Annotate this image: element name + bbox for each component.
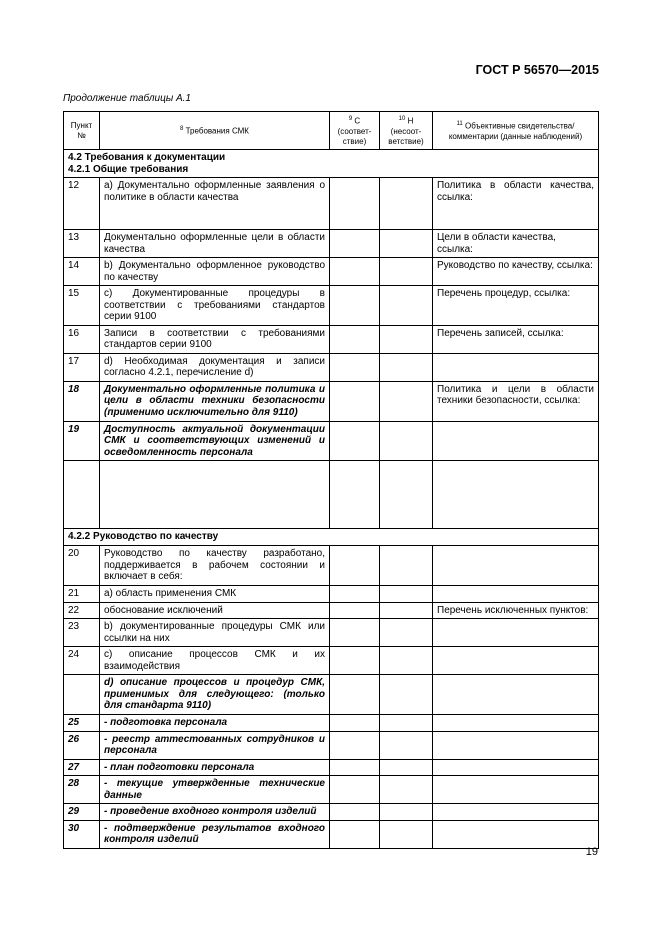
row-n — [380, 647, 433, 675]
row-requirement: - реестр аттестованных сотрудников и персонала — [100, 731, 330, 759]
section-title: 4.2 Требования к документации 4.2.1 Общие требования — [64, 150, 599, 178]
row-num: 27 — [64, 759, 100, 776]
empty-cell — [330, 461, 380, 529]
row-n — [380, 675, 433, 715]
section-row — [64, 529, 599, 546]
empty-cell — [64, 461, 100, 529]
row-c — [330, 381, 380, 421]
row-evidence — [433, 759, 599, 776]
table-row — [64, 353, 599, 381]
row-num: 30 — [64, 820, 100, 848]
row-c — [330, 647, 380, 675]
row-num: 23 — [64, 619, 100, 647]
row-requirement: b) документированные процедуры СМК или ссылки на них — [100, 619, 330, 647]
row-n — [380, 230, 433, 258]
col-header-conform: $^9$ С (соответ-ствие) — [330, 112, 380, 150]
table-row — [64, 820, 599, 848]
row-num — [64, 675, 100, 715]
row-evidence — [433, 804, 599, 821]
row-evidence: Политика в области качества, ссылка: — [433, 178, 599, 230]
table-row — [64, 731, 599, 759]
row-c — [330, 602, 380, 619]
row-num: 20 — [64, 546, 100, 586]
table-row — [64, 675, 599, 715]
row-n — [380, 619, 433, 647]
row-n — [380, 776, 433, 804]
row-evidence — [433, 353, 599, 381]
row-c — [330, 325, 380, 353]
row-requirement: b) Документально оформленное руководство по качеству — [100, 258, 330, 286]
table-row — [64, 230, 599, 258]
row-num: 24 — [64, 647, 100, 675]
row-num: 17 — [64, 353, 100, 381]
row-num: 13 — [64, 230, 100, 258]
row-num: 25 — [64, 715, 100, 732]
row-n — [380, 353, 433, 381]
table-row — [64, 804, 599, 821]
row-num: 21 — [64, 586, 100, 603]
row-num: 12 — [64, 178, 100, 230]
empty-cell — [433, 461, 599, 529]
col-header-requirements: $^8$ Требования СМК — [100, 112, 330, 150]
col-header-nonconform: $^{10}$ Н (несоот-ветствие) — [380, 112, 433, 150]
table-row — [64, 586, 599, 603]
row-n — [380, 731, 433, 759]
row-c — [330, 804, 380, 821]
row-n — [380, 258, 433, 286]
row-requirement: Документально оформленные цели в области качества — [100, 230, 330, 258]
row-c — [330, 759, 380, 776]
page-number: 19 — [585, 846, 598, 858]
row-evidence — [433, 715, 599, 732]
row-requirement: c) Документированные процедуры в соответствии с требованиями стандартов серии 9100 — [100, 286, 330, 326]
table-row — [64, 178, 599, 230]
section-title: 4.2.2 Руководство по качеству — [64, 529, 599, 546]
row-requirement: a) Документально оформленные заявления о политике в области качества — [100, 178, 330, 230]
row-c — [330, 546, 380, 586]
empty-row — [64, 461, 599, 529]
row-c — [330, 178, 380, 230]
row-c — [330, 820, 380, 848]
table-row — [64, 546, 599, 586]
row-evidence — [433, 776, 599, 804]
row-requirement: c) описание процессов СМК и их взаимодействия — [100, 647, 330, 675]
row-n — [380, 759, 433, 776]
row-n — [380, 178, 433, 230]
row-num: 18 — [64, 381, 100, 421]
table-row — [64, 421, 599, 461]
row-c — [330, 675, 380, 715]
row-requirement: Доступность актуальной документации СМК и соответствующих изменений и осведомленность персонала — [100, 421, 330, 461]
row-evidence — [433, 647, 599, 675]
table-row — [64, 759, 599, 776]
row-requirement: - подготовка персонала — [100, 715, 330, 732]
table-row — [64, 286, 599, 326]
row-evidence: Цели в области качества, ссылка: — [433, 230, 599, 258]
row-n — [380, 325, 433, 353]
row-n — [380, 715, 433, 732]
row-requirement: Документально оформленные политика и цели в области техники безопасности (применимо исключительно для 9110) — [100, 381, 330, 421]
row-num: 29 — [64, 804, 100, 821]
row-requirement: - подтверждение результатов входного контроля изделий — [100, 820, 330, 848]
table-row — [64, 258, 599, 286]
row-requirement: - план подготовки персонала — [100, 759, 330, 776]
row-num: 28 — [64, 776, 100, 804]
row-c — [330, 230, 380, 258]
table-row — [64, 325, 599, 353]
row-num: 15 — [64, 286, 100, 326]
empty-cell — [100, 461, 330, 529]
row-n — [380, 286, 433, 326]
table-row — [64, 602, 599, 619]
row-evidence — [433, 731, 599, 759]
row-num: 14 — [64, 258, 100, 286]
row-num: 26 — [64, 731, 100, 759]
row-evidence: Перечень процедур, ссылка: — [433, 286, 599, 326]
row-c — [330, 286, 380, 326]
row-n — [380, 546, 433, 586]
row-num: 19 — [64, 421, 100, 461]
row-requirement: Записи в соответствии с требованиями стандартов серии 9100 — [100, 325, 330, 353]
row-c — [330, 619, 380, 647]
row-c — [330, 731, 380, 759]
row-c — [330, 421, 380, 461]
row-n — [380, 586, 433, 603]
row-evidence — [433, 421, 599, 461]
table-row — [64, 715, 599, 732]
col-header-num: Пункт № — [64, 112, 100, 150]
row-c — [330, 258, 380, 286]
row-requirement: d) описание процессов и процедур СМК, применимых для следующего: (только для стандарта 9110) — [100, 675, 330, 715]
row-evidence — [433, 675, 599, 715]
row-requirement: обоснование исключений — [100, 602, 330, 619]
row-num: 22 — [64, 602, 100, 619]
row-num: 16 — [64, 325, 100, 353]
row-requirement: - проведение входного контроля изделий — [100, 804, 330, 821]
header-row — [64, 112, 599, 150]
row-evidence — [433, 820, 599, 848]
row-evidence: Политика и цели в области техники безопасности, ссылка: — [433, 381, 599, 421]
empty-cell — [380, 461, 433, 529]
row-requirement: d) Необходимая документация и записи согласно 4.2.1, перечисление d) — [100, 353, 330, 381]
table-row — [64, 647, 599, 675]
row-requirement: - текущие утвержденные технические данные — [100, 776, 330, 804]
row-evidence: Перечень исключенных пунктов: — [433, 602, 599, 619]
row-evidence: Перечень записей, ссылка: — [433, 325, 599, 353]
table-caption: Продолжение таблицы А.1 — [63, 93, 191, 104]
row-c — [330, 353, 380, 381]
row-evidence: Руководство по качеству, ссылка: — [433, 258, 599, 286]
row-evidence — [433, 546, 599, 586]
row-n — [380, 381, 433, 421]
section-row — [64, 150, 599, 178]
row-requirement: a) область применения СМК — [100, 586, 330, 603]
table-row — [64, 619, 599, 647]
row-n — [380, 421, 433, 461]
row-c — [330, 776, 380, 804]
audit-table — [63, 111, 599, 849]
table-row — [64, 381, 599, 421]
row-n — [380, 804, 433, 821]
row-c — [330, 586, 380, 603]
row-n — [380, 820, 433, 848]
document-code: ГОСТ Р 56570—2015 — [475, 63, 599, 77]
col-header-evidence: $^{11}$ Объективные свидетельства/ комментарии (данные наблюдений) — [433, 112, 599, 150]
row-evidence — [433, 586, 599, 603]
row-requirement: Руководство по качеству разработано, поддерживается в рабочем состоянии и включает в себя: — [100, 546, 330, 586]
table-row — [64, 776, 599, 804]
row-evidence — [433, 619, 599, 647]
row-c — [330, 715, 380, 732]
row-n — [380, 602, 433, 619]
